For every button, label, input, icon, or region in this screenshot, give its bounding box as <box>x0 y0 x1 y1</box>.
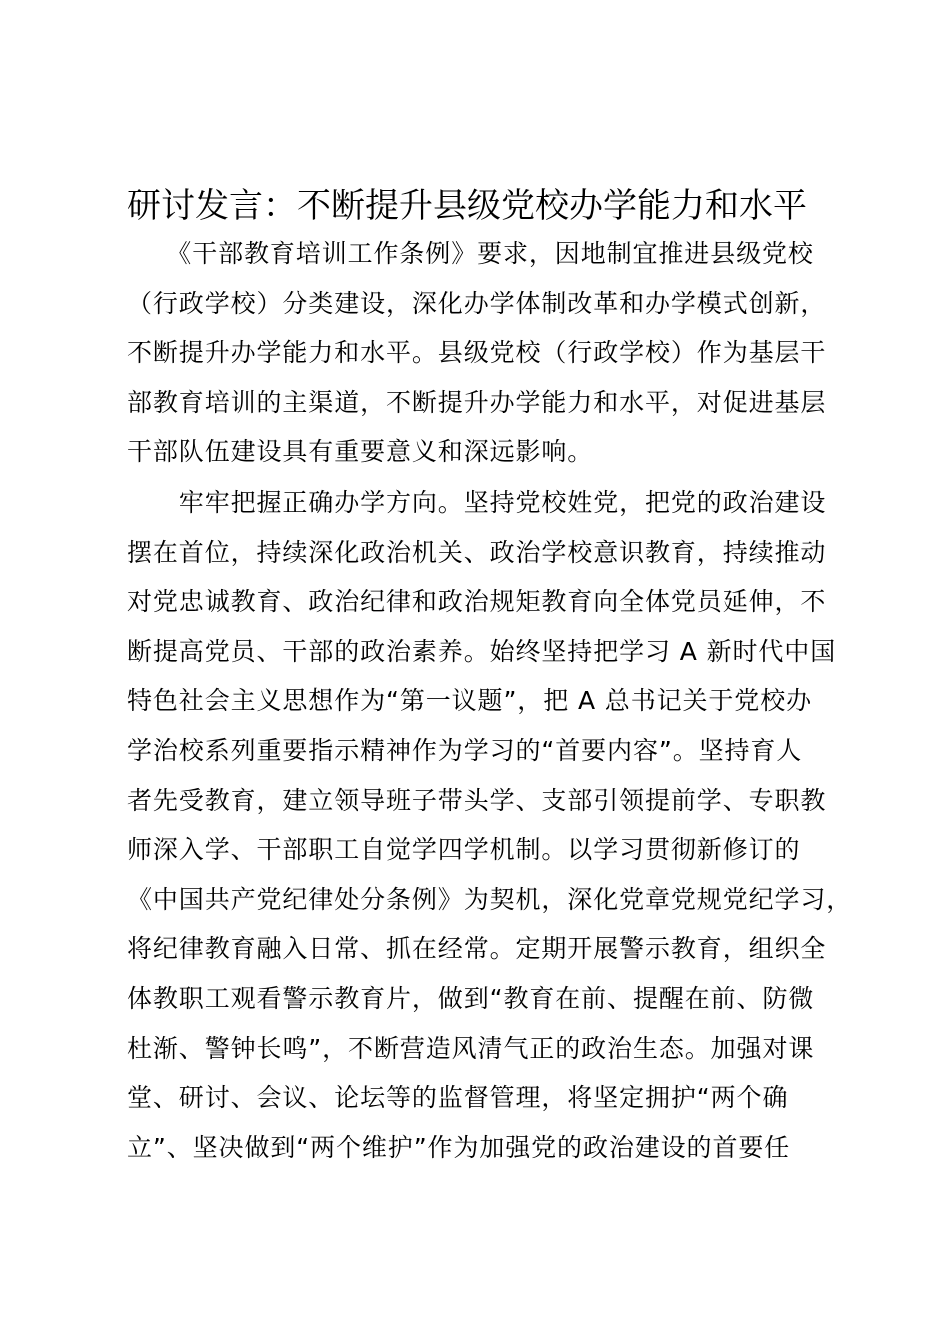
text-line: 不断提升办学能力和水平。县级党校（行政学校）作为基层干 <box>127 338 827 368</box>
paragraph-direction <box>127 478 853 1172</box>
text-line: 体教职工观看警示教育片，做到“教育在前、提醒在前、防微 <box>127 983 815 1013</box>
text-line: 立”、坚决做到“两个维护”作为加强党的政治建设的首要任 <box>127 1132 791 1162</box>
text-line: 对党忠诚教育、政治纪律和政治规矩教育向全体党员延伸，不 <box>127 587 827 617</box>
text-line: 干部队伍建设具有重要意义和深远影响。 <box>127 437 594 467</box>
text-line: 特色社会主义思想作为“第一议题”，把 A 总书记关于党校办 <box>127 686 813 716</box>
text-line: 断提高党员、干部的政治素养。始终坚持把学习 A 新时代中国 <box>127 636 837 666</box>
document-title: 研讨发言：不断提升县级党校办学能力和水平 <box>127 186 807 226</box>
text-line: 将纪律教育融入日常、抓在经常。定期开展警示教育，组织全 <box>127 934 827 964</box>
text-line: 《中国共产党纪律处分条例》为契机，深化党章党规党纪学习， <box>127 884 853 914</box>
text-line: 《干部教育培训工作条例》要求，因地制宜推进县级党校 <box>127 239 814 268</box>
text-line: 学治校系列重要指示精神作为学习的“首要内容”。坚持育人 <box>127 735 803 765</box>
text-line: 堂、研讨、会议、论坛等的监督管理，将坚定拥护“两个确 <box>127 1083 789 1113</box>
text-line: （行政学校）分类建设，深化办学体制改革和办学模式创新， <box>127 288 827 318</box>
text-line: 部教育培训的主渠道，不断提升办学能力和水平，对促进基层 <box>127 387 827 417</box>
text-line: 师深入学、干部职工自觉学四学机制。以学习贯彻新修订的 <box>127 835 801 865</box>
text-line: 牢牢把握正确办学方向。坚持党校姓党，把党的政治建设 <box>127 488 827 517</box>
text-line: 者先受教育，建立领导班子带头学、支部引领提前学、专职教 <box>127 785 827 815</box>
text-line: 摆在首位，持续深化政治机关、政治学校意识教育，持续推动 <box>127 537 827 567</box>
paragraph-intro <box>127 229 833 477</box>
text-line: 杜渐、警钟长鸣”，不断营造风清气正的政治生态。加强对课 <box>127 1033 815 1063</box>
